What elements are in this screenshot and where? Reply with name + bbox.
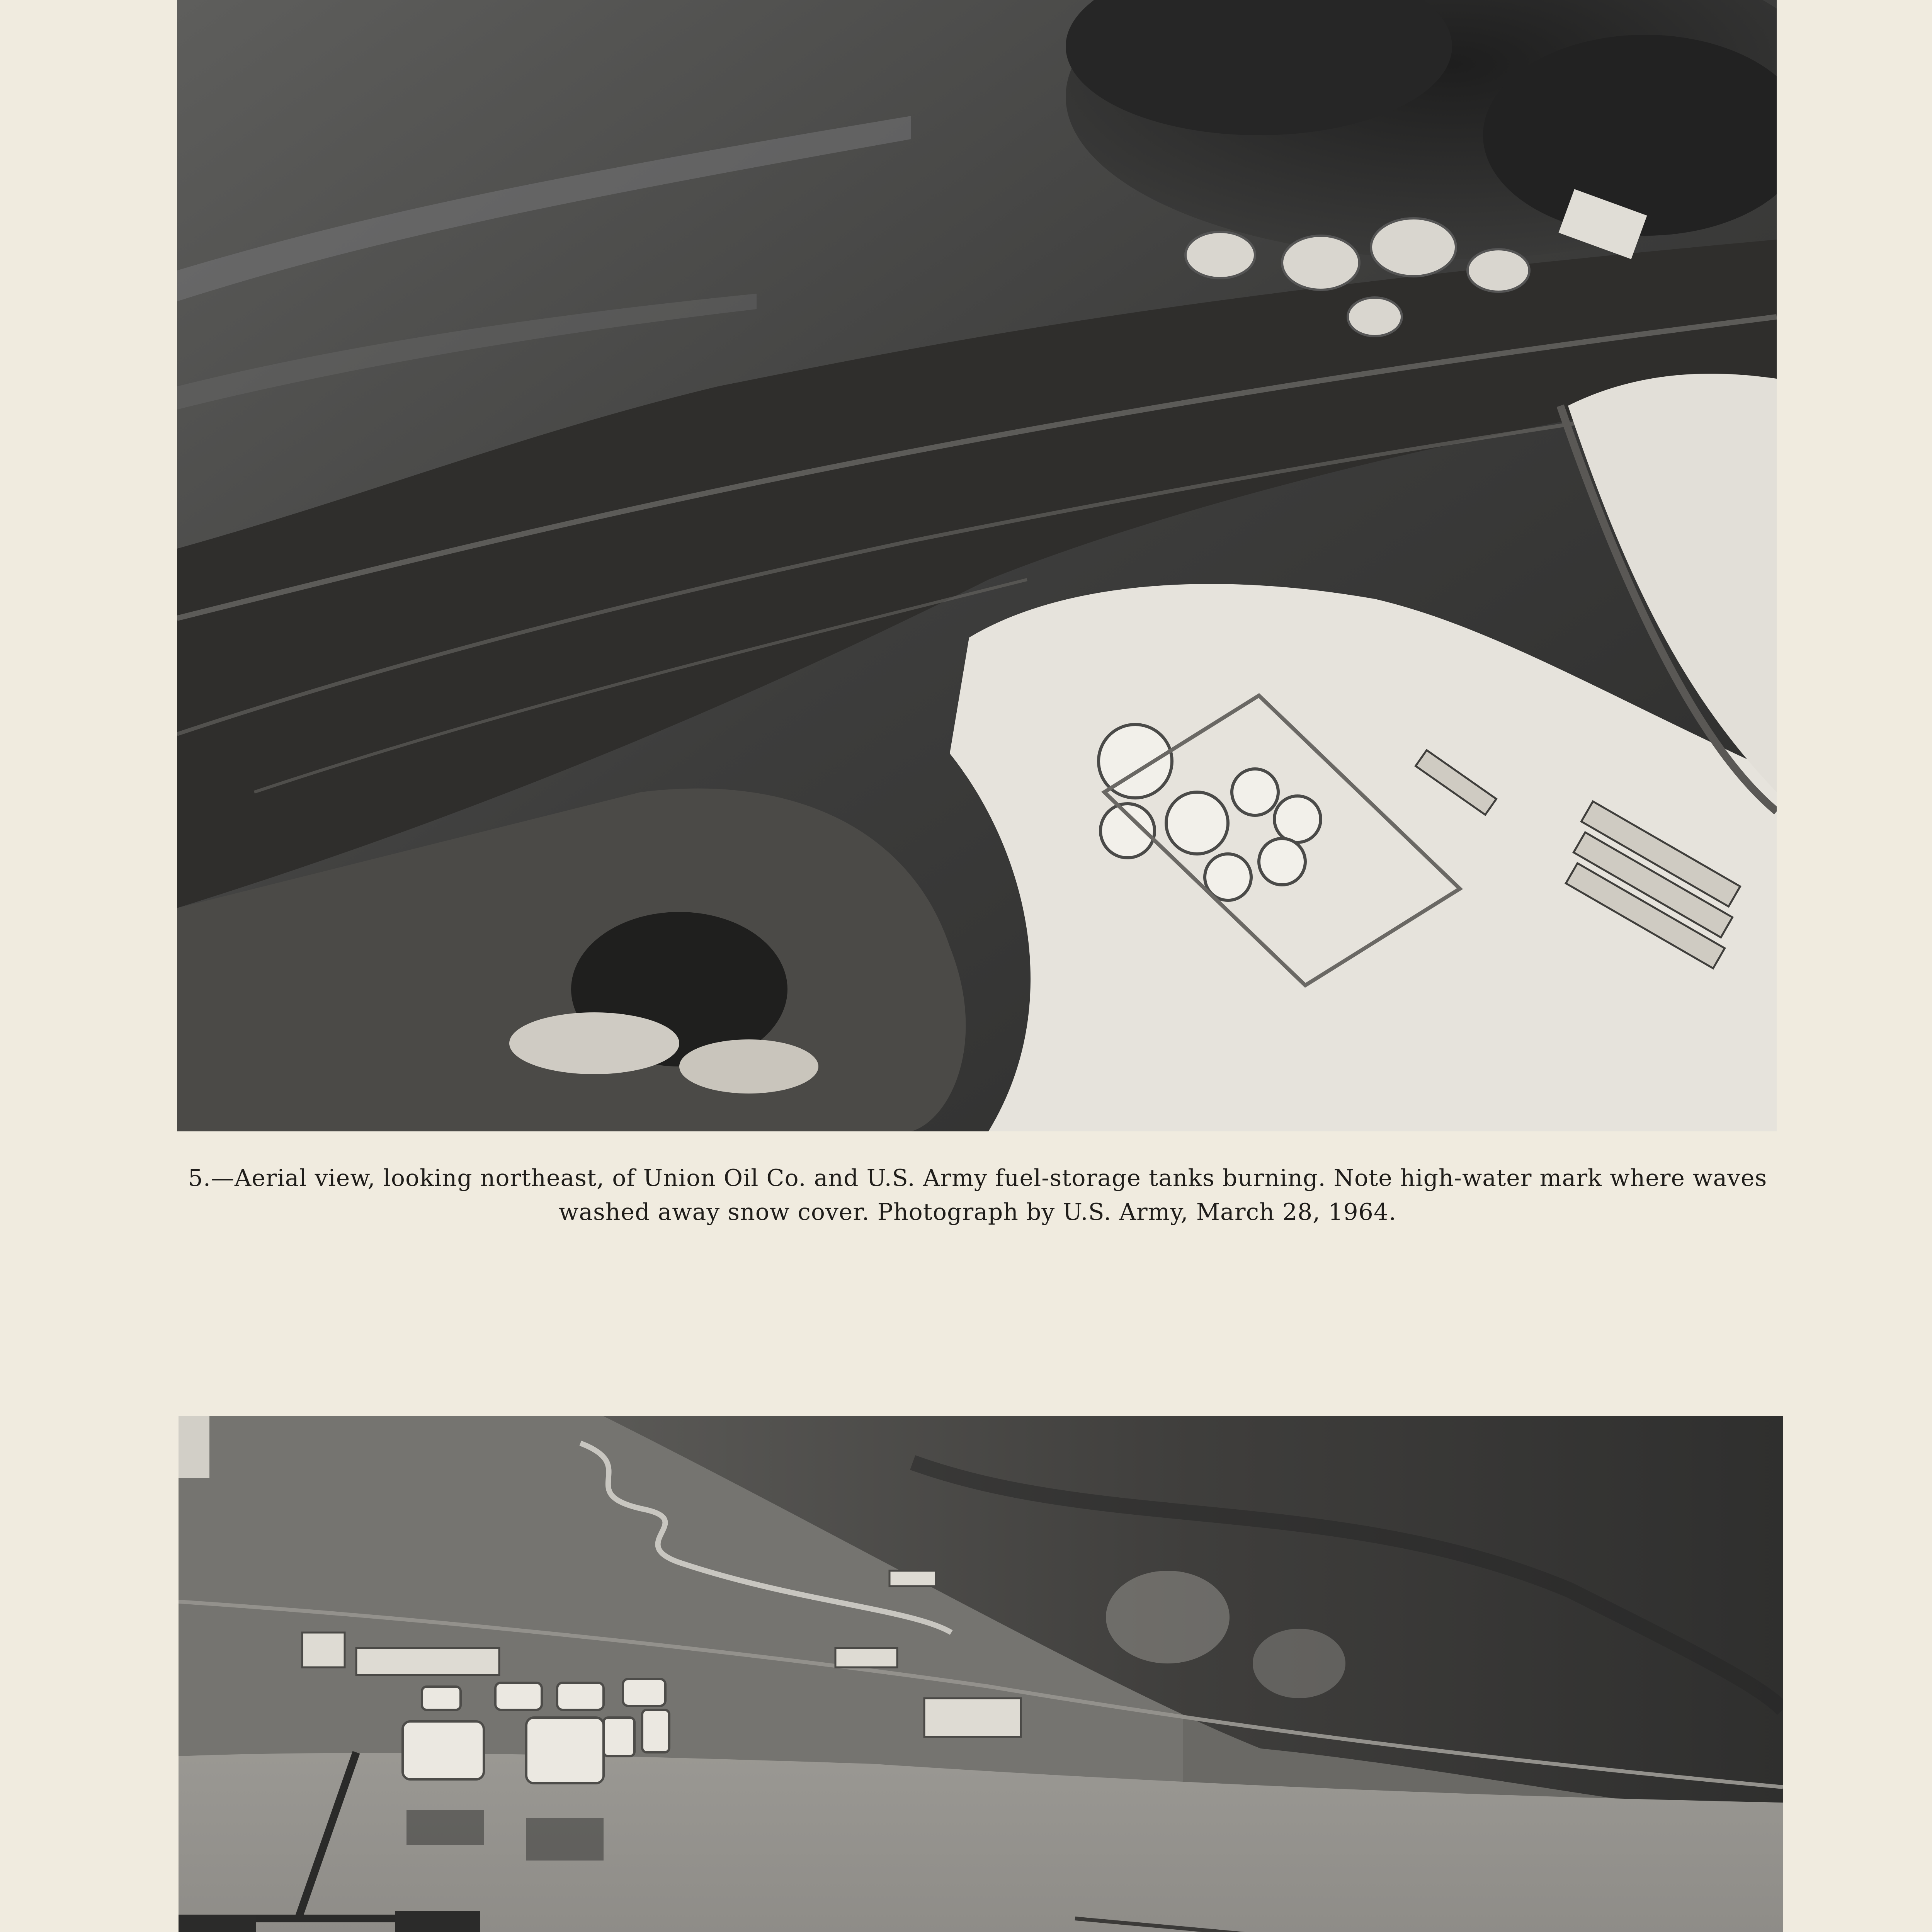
burning-tanks-aerial-image [177,0,1777,1131]
figure-5-photo [177,0,1777,1131]
preearthquake-aerial-image [179,1416,1783,1932]
figure-6-photo [179,1416,1783,1932]
figure-5-caption: 5.—Aerial view, looking northeast, of Union Oil Co. and U.S. Army fuel-storage tanks burning. Note high-water mark where waves washed away snow cover. Photograph by U.S. Army, March 28, 1964. [188,1165,1767,1226]
